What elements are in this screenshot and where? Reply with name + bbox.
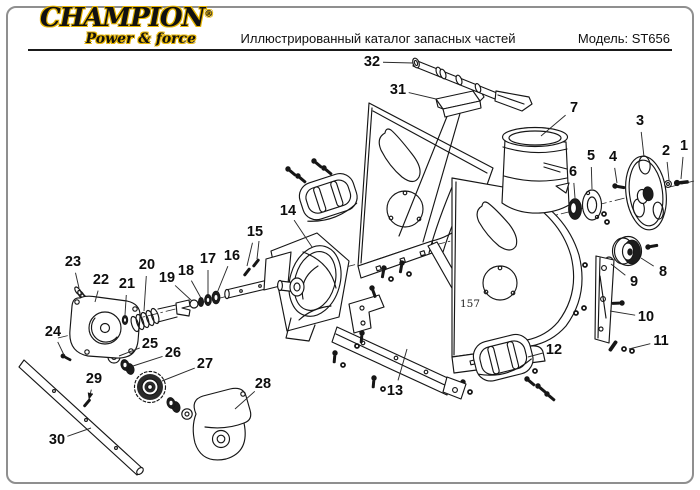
flange-nut — [601, 211, 607, 217]
skid-shoe-left — [296, 170, 362, 226]
leader-line-2 — [667, 162, 669, 180]
tension-nut — [621, 346, 627, 352]
gearbox-bolt — [60, 353, 73, 363]
brand-name: CHAMPION® — [40, 3, 213, 33]
part-label-2: 2 — [661, 143, 671, 159]
flange-nut — [406, 271, 412, 277]
leader-line-27 — [162, 368, 195, 381]
bar-nut — [380, 386, 386, 392]
part-label-5: 5 — [586, 148, 596, 164]
leader-line-3 — [641, 132, 644, 157]
part-label-7: 7 — [569, 100, 579, 116]
bracket-bolt — [612, 300, 625, 306]
leader-line-15 — [247, 243, 252, 266]
flange-nut — [604, 219, 610, 225]
leader-line-31 — [409, 93, 436, 99]
leader-line-29 — [89, 390, 91, 399]
leader-line-8 — [641, 258, 654, 266]
part-label-22: 22 — [92, 272, 110, 288]
part-label-25: 25 — [141, 336, 159, 352]
skid-bolt — [294, 172, 307, 184]
part-label-12: 12 — [545, 342, 563, 358]
auger-gearbox — [70, 286, 140, 358]
bracket-nut — [581, 305, 587, 311]
klik-pin — [243, 267, 252, 277]
hex-shaft — [19, 360, 145, 476]
part-label-13: 13 — [386, 383, 404, 399]
leader-line-19 — [175, 285, 192, 301]
part-label-18: 18 — [177, 263, 195, 279]
leader-line-5 — [591, 167, 592, 189]
idler-bracket — [595, 256, 614, 343]
part-label-26: 26 — [164, 345, 182, 361]
part-label-19: 19 — [158, 270, 176, 286]
part-label-10: 10 — [637, 309, 655, 325]
part-label-31: 31 — [389, 82, 407, 98]
idler-bolt — [645, 243, 659, 251]
registered-mark: ® — [204, 9, 213, 20]
part-label-17: 17 — [199, 251, 217, 267]
impeller — [264, 233, 349, 341]
leader-line-10 — [610, 311, 635, 315]
drive-pulley — [622, 154, 671, 232]
part-label-16: 16 — [223, 248, 241, 264]
leader-line-6 — [574, 183, 575, 198]
shear-pin — [83, 398, 92, 408]
page-title: Иллюстрированный каталог запасных частей — [240, 31, 516, 46]
bar-bolt — [370, 375, 377, 388]
skid-bolt — [543, 390, 556, 402]
extra-leader-line — [257, 241, 259, 259]
leader-line-30 — [67, 428, 91, 436]
leader-line-26 — [133, 356, 163, 366]
skid-bolt — [523, 375, 536, 387]
model-label: Модель: ST656 — [577, 31, 670, 46]
leader-line-23 — [75, 273, 79, 288]
leader-line-24 — [58, 342, 64, 355]
part-label-27: 27 — [196, 356, 214, 372]
pulley-bolt — [674, 179, 690, 187]
bar-nut — [354, 343, 360, 349]
bar-nut — [340, 362, 346, 368]
skid-bolt — [320, 164, 333, 176]
leader-line-32 — [383, 62, 413, 63]
klik-pin — [252, 258, 261, 268]
part-label-11: 11 — [653, 333, 669, 349]
washer — [665, 181, 672, 188]
part-label-1: 1 — [679, 138, 689, 154]
leader-line-4 — [615, 168, 617, 183]
part-label-24: 24 — [44, 324, 62, 340]
part-label-28: 28 — [254, 376, 272, 392]
brand-tagline: Power & force — [85, 31, 196, 47]
part-label-8: 8 — [658, 264, 668, 280]
leader-line-18 — [191, 281, 201, 298]
bracket-nut — [582, 262, 588, 268]
chute-base — [502, 128, 569, 214]
skid-nut — [532, 368, 538, 374]
part-label-3: 3 — [635, 113, 645, 129]
part-label-23: 23 — [64, 254, 82, 270]
part-label-4: 4 — [608, 149, 618, 165]
part-label-32: 32 — [363, 54, 381, 70]
part-label-21: 21 — [118, 276, 136, 292]
gear-stack — [108, 351, 251, 460]
part-label-6: 6 — [568, 164, 578, 180]
pulley-set-bolt — [612, 183, 626, 191]
part-label-9: 9 — [629, 274, 639, 290]
leader-line-11 — [629, 344, 650, 349]
leader-line-1 — [681, 157, 683, 179]
bearing-and-flange — [569, 190, 602, 220]
part-label-29: 29 — [85, 371, 103, 387]
part-label-15: 15 — [246, 224, 264, 240]
flange-nut — [467, 389, 473, 395]
flange-nut — [388, 276, 394, 282]
bracket-nut — [573, 310, 579, 316]
leader-line-20 — [144, 276, 146, 311]
part-label-14: 14 — [279, 203, 297, 219]
bar-bolt — [331, 350, 338, 363]
part-label-20: 20 — [138, 257, 156, 273]
part-label-30: 30 — [48, 432, 66, 448]
idler-pulley — [613, 237, 642, 266]
drawing-number: 157 — [460, 298, 481, 310]
